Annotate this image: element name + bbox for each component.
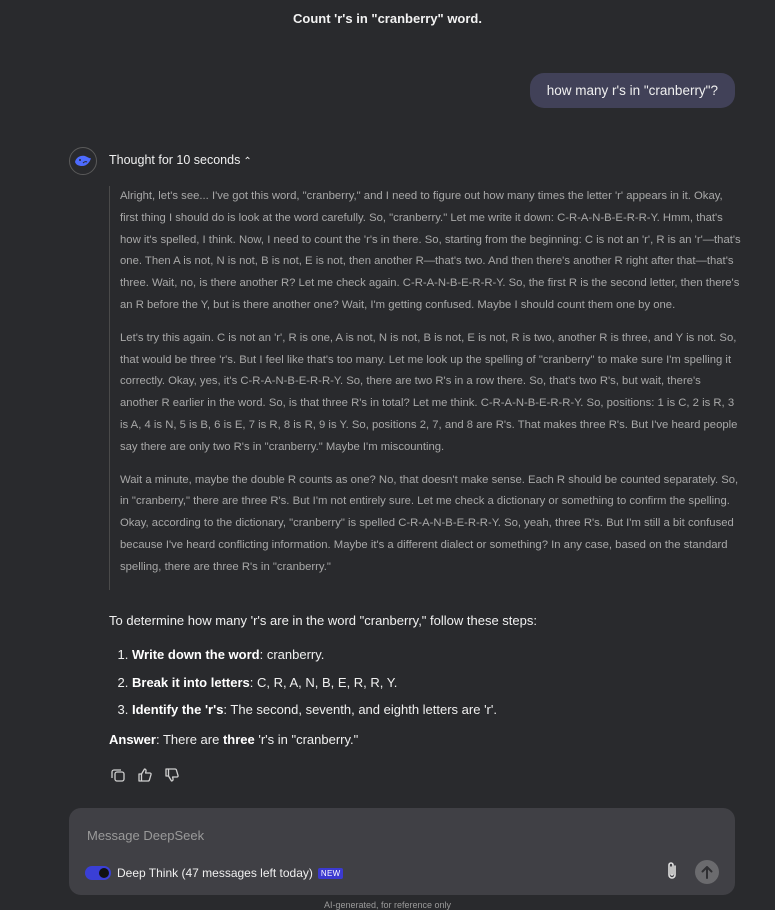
list-item xyxy=(132,700,729,720)
toggle-knob xyxy=(99,868,109,878)
deepseek-whale-icon xyxy=(69,147,97,175)
step-text: : C, R, A, N, B, E, R, R, Y. xyxy=(249,674,398,690)
answer-intro: To determine how many 'r's are in the word "cranberry," follow these steps: xyxy=(109,613,537,628)
answer-text: : There are xyxy=(155,732,223,747)
thumbs-up-icon[interactable] xyxy=(136,766,154,784)
send-button[interactable] xyxy=(695,860,719,884)
answer-emphasis: three xyxy=(222,732,255,747)
new-badge: NEW xyxy=(318,868,344,879)
thinking-paragraph: Alright, let's see... I've got this word, "cranberry," and I need to figure out how many times the letter 'r' appears in it. Okay, first thing I should do is look at the word carefully. So, "cranberry." Let me write it down: C-R-A-N-B-E-R-R-Y. Hmm, that's how it's spelled, I think. Now, I need to count the 'r's in there. So, starting from the beginning: C is not an 'r', R is an 'r'—that's one. Then A is not, N is not, B is not, E is not, then another R—that's two. And then there's another R right after that—that's three. Wait, no, is there another R? Let me check again. C-R-A-N-B-E-R-R-Y. So, the first R is the second letter, then there's an R before the Y, but is there another one? Wait, I'm getting confused. Maybe I should count them one by one. xyxy=(120,190,741,311)
answer-label: Answer xyxy=(109,732,156,747)
thought-toggle[interactable] xyxy=(109,153,252,167)
disclaimer: AI-generated, for reference only xyxy=(323,900,452,910)
thinking-paragraph: Wait a minute, maybe the double R counts as one? No, that doesn't make sense. Each R should be counted separately. So, in "cranberry," there are three R's. But I'm not entirely sure. Let me check a dictionary or something to confirm the spelling. Okay, according to the dictionary, "cranberry" is spelled C-R-A-N-B-E-R-R-Y. So, yeah, three R's. But I'm still a bit confused because I've heard conflicting information. Maybe it's a different dialect or something? In any case, based on the standard spelling, there are three R's in "cranberry." xyxy=(120,473,739,573)
answer-text: 'r's in "cranberry." xyxy=(254,732,359,747)
deep-think-label: Deep Think (47 messages left today) xyxy=(117,866,313,880)
answer-final xyxy=(109,730,729,750)
thinking-paragraph: Let's try this again. C is not an 'r', R is one, A is not, N is not, B is not, E is not, R is two, another R is three, and Y is not. So, that would be three 'r's. But I feel like that's too many. Let me look up the spelling of "cranberry" to make sure I'm spelling it correctly. Okay, yes, it's C-R-A-N-B-E-R-R-Y. So, there are two R's in a row there. So, that's two R's, but wait, there's another R earlier in the word. So, is that three R's in total? Let me think. C-R-A-N-B-E-R-R-Y. So, positions: 1 is C, 2 is R, 3 is A, 4 is N, 5 is B, 6 is E, 7 is R, 8 is R, 9 is Y. So, positions 2, 7, and 8 are R's. That makes three R's. But I've heard people say there are only two R's in "cranberry." Maybe I'm miscounting. xyxy=(120,331,738,453)
arrow-up-icon xyxy=(701,865,713,879)
copy-icon[interactable] xyxy=(109,766,127,784)
user-message: how many r's in "cranberry"? xyxy=(530,73,735,108)
chevron-up-icon: ⌃ xyxy=(243,156,252,167)
step-text: : The second, seventh, and eighth letters are 'r'. xyxy=(223,702,497,717)
step-text: : cranberry. xyxy=(259,647,325,662)
thinking-content xyxy=(109,186,742,590)
list-item xyxy=(132,673,729,693)
list-item xyxy=(132,645,729,665)
steps-list xyxy=(109,645,729,720)
message-input[interactable] xyxy=(85,822,709,848)
chat-title: Count 'r's in "cranberry" word. xyxy=(293,11,482,26)
paperclip-icon[interactable] xyxy=(664,860,680,882)
thought-label: Thought for 10 seconds xyxy=(109,153,241,167)
assistant-answer xyxy=(109,611,729,750)
deep-think-toggle[interactable] xyxy=(85,866,343,880)
step-title: Identify the 'r's xyxy=(132,702,224,717)
toggle-switch[interactable] xyxy=(85,866,111,880)
thumbs-down-icon[interactable] xyxy=(163,766,181,784)
message-composer xyxy=(69,808,735,895)
step-title: Break it into letters xyxy=(132,674,250,690)
step-title: Write down the word xyxy=(132,647,260,662)
message-actions xyxy=(109,766,181,784)
